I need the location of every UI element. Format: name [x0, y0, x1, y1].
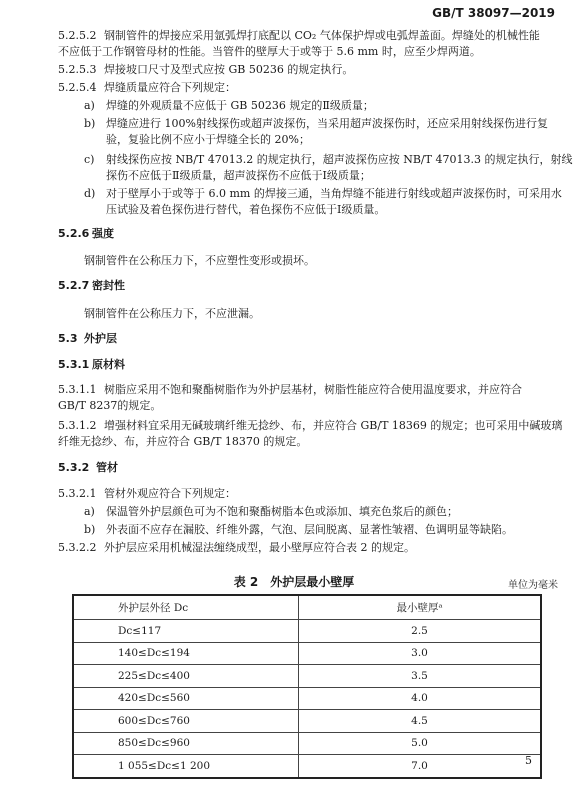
clause-text: 焊缝质量应符合下列规定：: [104, 81, 236, 94]
list-item-c-line1: [84, 153, 572, 167]
table-row: [73, 620, 541, 643]
heading-5-3-2: [58, 461, 118, 475]
heading-5-3-1: [58, 358, 125, 372]
list-marker: a): [84, 505, 95, 518]
clause-5-2-5-2-line1: [58, 29, 540, 43]
thickness-cell: 3.5: [299, 665, 542, 688]
list-item-a-color: [84, 505, 458, 519]
diameter-range-cell: 225≤Dc≤400: [73, 665, 299, 688]
clause-text: 增强材料宜采用无碱玻璃纤维无捻纱、布，并应符合 GB/T 18369 的规定；也可采用中碱玻璃: [104, 419, 563, 432]
heading-5-2-6: [58, 227, 114, 241]
heading-5-2-7: [58, 279, 125, 293]
table-caption: 表 2 外护层最小壁厚: [233, 575, 355, 589]
list-text: 压试验及着色探伤进行替代，着色探伤不应低于Ⅰ级质量。: [106, 203, 386, 216]
clause-5-2-5-4: [58, 81, 236, 95]
heading-number: 5.3: [58, 332, 78, 345]
heading-text: 密封性: [92, 279, 125, 292]
heading-number: 5.2.7: [58, 279, 90, 292]
thickness-cell: 3.0: [299, 642, 542, 665]
table-row: [73, 710, 541, 733]
list-text: 焊缝应进行 100%射线探伤或超声波探伤，当采用超声波探伤时，还应采用射线探伤进行复: [106, 117, 548, 130]
clause-text: 树脂应采用不饱和聚酯树脂作为外护层基材，树脂性能应符合使用温度要求，并应符合: [104, 383, 522, 396]
table-row: [73, 687, 541, 710]
clause-text: GB/T 8237的规定。: [58, 399, 162, 412]
list-marker: b): [84, 523, 96, 536]
list-marker: a): [84, 99, 95, 112]
diameter-range-cell: 140≤Dc≤194: [73, 642, 299, 665]
paragraph-strength: [84, 254, 315, 268]
clause-text: 钢制管件的焊接应采用氩弧焊打底配以 CO₂ 气体保护焊或电弧焊盖面。焊缝处的机械性能: [104, 29, 540, 42]
diameter-range-cell: 1 055≤Dc≤1 200: [73, 755, 299, 778]
list-item-d-line1: [84, 187, 562, 201]
list-item-b-defects: [84, 523, 513, 537]
list-item-b-line2: [106, 133, 310, 147]
clause-text: 管材外观应符合下列规定：: [104, 487, 236, 500]
clause-5-3-1-2-line1: [58, 419, 562, 433]
heading-text: 管材: [96, 461, 118, 474]
heading-number: 5.3.2: [58, 461, 90, 474]
heading-5-3: [58, 332, 117, 346]
clause-text: 外护层应采用机械湿法缠绕成型，最小壁厚应符合表 2 的规定。: [104, 541, 415, 554]
table-row: [73, 665, 541, 688]
table-row: [73, 642, 541, 665]
clause-5-3-1-1-line2: [58, 399, 161, 413]
list-item-b-line1: [84, 117, 548, 131]
list-marker: c): [84, 153, 95, 166]
thickness-cell: 4.0: [299, 687, 542, 710]
clause-text: 纤维无捻纱、布，并应符合 GB/T 18370 的规定。: [58, 435, 308, 448]
list-text: 保温管外护层颜色可为不饱和聚酯树脂本色或添加、填充色浆后的颜色；: [106, 505, 458, 518]
clause-5-3-2-2: [58, 541, 415, 555]
table-row: [73, 755, 541, 778]
paragraph-text: 钢制管件在公称压力下，不应泄漏。: [84, 307, 260, 320]
clause-5-2-5-3: [58, 63, 353, 77]
table-row: [73, 732, 541, 755]
list-item-a: [84, 99, 374, 113]
clause-number: 5.3.2.1: [58, 487, 97, 500]
heading-text: 外护层: [84, 332, 117, 345]
list-text: 探伤不应低于Ⅱ级质量，超声波探伤不应低于Ⅰ级质量；: [106, 169, 371, 182]
standard-number-header: GB/T 38097—2019: [432, 6, 555, 20]
paragraph-sealing: [84, 307, 260, 321]
heading-text: 强度: [92, 227, 114, 240]
col-header-outer-diameter: 外护层外径 Dc: [73, 595, 299, 620]
clause-number: 5.2.5.2: [58, 29, 97, 42]
thickness-cell: 2.5: [299, 620, 542, 643]
list-text: 对于壁厚小于或等于 6.0 mm 的焊接三通，当角焊缝不能进行射线或超声波探伤时，可采用水: [106, 187, 562, 200]
table-unit-note: 单位为毫米: [508, 580, 558, 591]
thickness-cell: 5.0: [299, 732, 542, 755]
clause-number: 5.2.5.4: [58, 81, 97, 94]
list-text: 焊缝的外观质量不应低于 GB 50236 规定的Ⅱ级质量；: [106, 99, 374, 112]
table-header-row: [73, 595, 541, 620]
clause-5-3-2-1: [58, 487, 236, 501]
list-marker: b): [84, 117, 96, 130]
page-number: 5: [525, 754, 532, 767]
list-text: 外表面不应存在漏胶、纤维外露，气泡、层间脱离、显著性皱褶、色调明显等缺陷。: [106, 523, 513, 536]
diameter-range-cell: 600≤Dc≤760: [73, 710, 299, 733]
clause-number: 5.3.1.1: [58, 383, 97, 396]
thickness-cell: 4.5: [299, 710, 542, 733]
list-item-c-line2: [106, 169, 371, 183]
col-header-min-thickness: 最小壁厚ᵃ: [299, 595, 542, 620]
paragraph-text: 钢制管件在公称压力下，不应塑性变形或损坏。: [84, 254, 315, 267]
list-marker: d): [84, 187, 96, 200]
diameter-range-cell: 850≤Dc≤960: [73, 732, 299, 755]
clause-5-3-1-1-line1: [58, 383, 522, 397]
list-text: 射线探伤应按 NB/T 47013.2 的规定执行，超声波探伤应按 NB/T 47013.3 的规定执行，射线: [106, 153, 573, 166]
heading-text: 原材料: [92, 358, 125, 371]
clause-5-2-5-2-line2: [58, 45, 481, 59]
clause-number: 5.2.5.3: [58, 63, 97, 76]
clause-text: 不应低于工作钢管母材的性能。当管件的壁厚大于或等于 5.6 mm 时，应至少焊两道。: [58, 45, 481, 58]
thickness-cell: 7.0: [299, 755, 542, 778]
list-text: 验，复验比例不应小于焊缝全长的 20%；: [106, 133, 310, 146]
clause-text: 焊接坡口尺寸及型式应按 GB 50236 的规定执行。: [104, 63, 354, 76]
heading-number: 5.2.6: [58, 227, 90, 240]
diameter-range-cell: Dc≤117: [73, 620, 299, 643]
heading-number: 5.3.1: [58, 358, 90, 371]
clause-5-3-1-2-line2: [58, 435, 307, 449]
diameter-range-cell: 420≤Dc≤560: [73, 687, 299, 710]
list-item-d-line2: [106, 203, 385, 217]
min-wall-thickness-table: [72, 594, 542, 779]
clause-number: 5.3.1.2: [58, 419, 97, 432]
clause-number: 5.3.2.2: [58, 541, 97, 554]
